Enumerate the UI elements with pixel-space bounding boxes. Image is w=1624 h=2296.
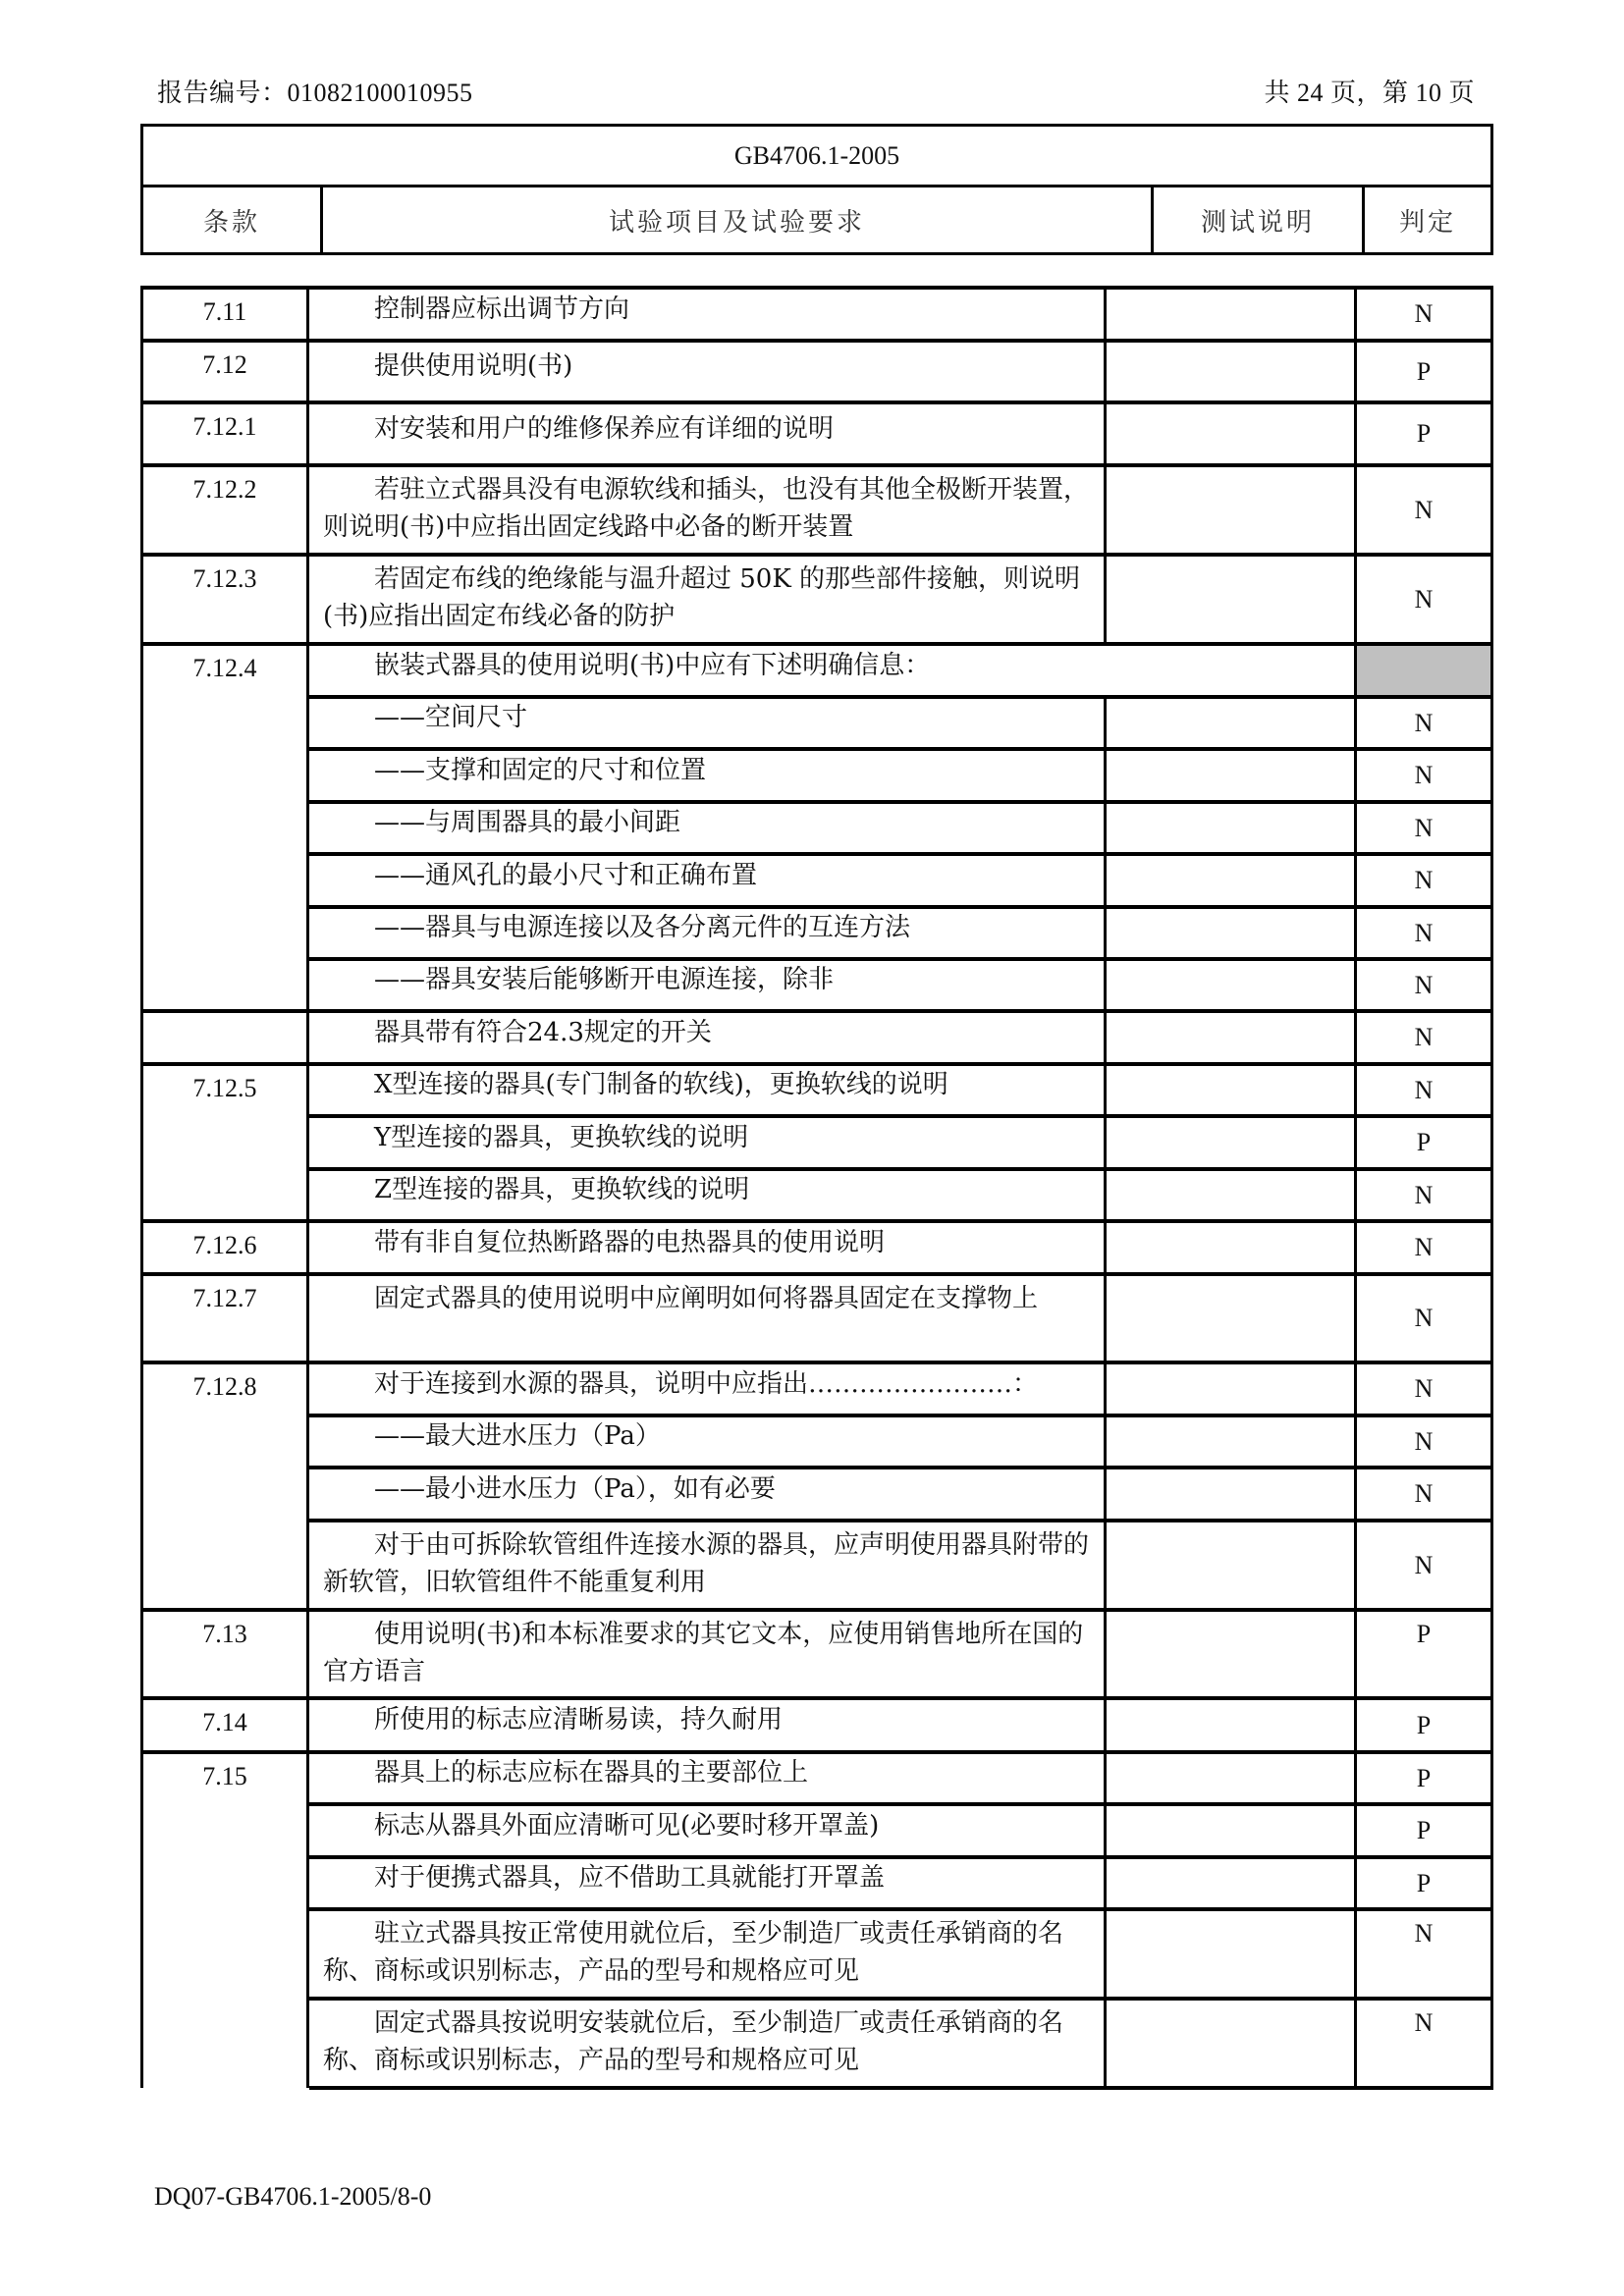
clause-cell: 7.11 — [140, 288, 309, 341]
row-divider — [140, 1696, 1493, 1700]
row-divider — [309, 852, 1493, 856]
test-note-cell — [1107, 288, 1357, 341]
clause-cell — [140, 1999, 309, 2088]
row-divider — [309, 1466, 1493, 1469]
row-divider — [309, 1519, 1493, 1522]
clause-cell: 7.12.1 — [140, 402, 309, 465]
test-note-cell — [1107, 1064, 1357, 1116]
table-row — [140, 1011, 1493, 1064]
test-note-cell — [1107, 465, 1357, 555]
item-cell: Z型连接的器具，更换软线的说明 — [309, 1169, 1107, 1221]
row-divider — [309, 905, 1493, 909]
test-note-cell — [1107, 854, 1357, 907]
item-cell: 对于连接到水源的器具，说明中应指出……………………： — [309, 1362, 1107, 1415]
row-divider — [140, 400, 1493, 404]
verdict-cell: P — [1357, 1857, 1493, 1909]
test-note-cell — [1107, 1221, 1357, 1274]
test-note-cell — [1107, 1804, 1357, 1857]
clause-cell — [140, 1857, 309, 1909]
test-note-cell — [1107, 1362, 1357, 1415]
item-cell: 所使用的标志应清晰易读，持久耐用 — [309, 1698, 1107, 1752]
row-divider — [309, 800, 1493, 804]
verdict-cell: N — [1357, 1011, 1493, 1064]
table-row — [140, 1415, 1493, 1468]
clause-cell — [140, 854, 309, 907]
test-note-cell — [1107, 555, 1357, 644]
verdict-cell: N — [1357, 802, 1493, 854]
item-cell: ——支撑和固定的尺寸和位置 — [309, 749, 1107, 802]
table-row — [140, 1064, 1493, 1116]
table-row — [140, 802, 1493, 854]
item-cell: Y型连接的器具，更换软线的说明 — [309, 1116, 1107, 1169]
table-row — [140, 1362, 1493, 1415]
table-row — [140, 1752, 1493, 1804]
verdict-cell: N — [1357, 1221, 1493, 1274]
test-note-cell — [1107, 1752, 1357, 1804]
verdict-cell: N — [1357, 1169, 1493, 1221]
row-divider — [140, 553, 1493, 557]
clause-cell: 7.12.4 — [140, 644, 309, 697]
row-divider — [309, 1855, 1493, 1859]
row-divider — [140, 1750, 1493, 1754]
item-cell: X型连接的器具(专门制备的软线)，更换软线的说明 — [309, 1064, 1107, 1116]
clause-cell — [140, 907, 309, 959]
clause-cell — [140, 959, 309, 1011]
verdict-cell: P — [1357, 1116, 1493, 1169]
item-cell: 固定式器具按说明安装就位后，至少制造厂或责任承销商的名称、商标或识别标志，产品的型号和规格应可见 — [309, 1999, 1107, 2088]
row-divider — [309, 747, 1493, 751]
verdict-cell: P — [1357, 1804, 1493, 1857]
verdict-cell: N — [1357, 697, 1493, 749]
clause-cell: 7.15 — [140, 1752, 309, 1804]
row-divider — [309, 957, 1493, 961]
table-row — [140, 749, 1493, 802]
row-divider — [309, 1802, 1493, 1806]
item-cell: 固定式器具的使用说明中应阐明如何将器具固定在支撑物上 — [309, 1274, 1107, 1362]
standard-header-table — [140, 124, 1493, 255]
row-divider — [309, 1907, 1493, 1911]
test-note-cell — [1107, 1698, 1357, 1752]
item-cell: ——器具与电源连接以及各分离元件的互连方法 — [309, 907, 1107, 959]
document-code: DQ07-GB4706.1-2005/8-0 — [154, 2182, 432, 2211]
clause-cell — [140, 1909, 309, 1999]
clause-cell: 7.12.8 — [140, 1362, 309, 1415]
item-cell: 对安装和用户的维修保养应有详细的说明 — [309, 402, 1107, 465]
row-divider — [140, 463, 1493, 467]
verdict-cell: N — [1357, 1999, 1493, 2088]
table-row — [140, 1169, 1493, 1221]
table-row — [140, 1804, 1493, 1857]
row-divider — [140, 1272, 1493, 1276]
table-row — [140, 1468, 1493, 1521]
clause-cell — [140, 1521, 309, 1610]
test-note-cell — [1107, 802, 1357, 854]
clause-cell: 7.12 — [140, 341, 309, 402]
clause-cell — [140, 1468, 309, 1521]
row-divider — [140, 1219, 1493, 1223]
verdict-cell: P — [1357, 1698, 1493, 1752]
clause-cell — [140, 802, 309, 854]
verdict-cell: N — [1357, 1362, 1493, 1415]
table-row — [140, 1610, 1493, 1698]
test-note-cell — [1107, 1169, 1357, 1221]
table-row — [140, 555, 1493, 644]
table-row — [140, 1221, 1493, 1274]
page-info: 共 24 页，第 10 页 — [1264, 79, 1475, 107]
test-note-cell — [1107, 1610, 1357, 1698]
item-cell: ——器具安装后能够断开电源连接，除非 — [309, 959, 1107, 1011]
clause-cell: 7.12.5 — [140, 1064, 309, 1116]
verdict-cell: N — [1357, 288, 1493, 341]
test-note-cell — [1107, 697, 1357, 749]
standard-title: GB4706.1-2005 — [143, 127, 1490, 187]
item-cell: 驻立式器具按正常使用就位后，至少制造厂或责任承销商的名称、商标或识别标志，产品的型号和规格应可见 — [309, 1909, 1107, 1999]
row-divider — [140, 286, 1493, 290]
verdict-cell: N — [1357, 465, 1493, 555]
verdict-cell: P — [1357, 1752, 1493, 1804]
row-divider — [309, 1414, 1493, 1417]
verdict-cell: N — [1357, 555, 1493, 644]
table-row — [140, 644, 1493, 697]
row-divider — [140, 1608, 1493, 1612]
verdict-cell: N — [1357, 1274, 1493, 1362]
row-divider — [309, 1997, 1493, 2001]
table-row — [140, 1999, 1493, 2088]
column-header-verdict: 判定 — [1362, 187, 1490, 252]
row-divider — [309, 1114, 1493, 1118]
test-note-cell — [1107, 907, 1357, 959]
item-cell: ——最大进水压力（Pa） — [309, 1415, 1107, 1468]
verdict-cell-shaded — [1357, 644, 1493, 697]
item-cell: 控制器应标出调节方向 — [309, 288, 1107, 341]
clause-cell — [140, 749, 309, 802]
clause-cell: 7.12.6 — [140, 1221, 309, 1274]
verdict-cell: N — [1357, 854, 1493, 907]
clause-cell — [140, 1169, 309, 1221]
item-cell: 器具带有符合24.3规定的开关 — [309, 1011, 1107, 1064]
item-cell: ——最小进水压力（Pa），如有必要 — [309, 1468, 1107, 1521]
clause-cell — [140, 697, 309, 749]
table-row — [140, 402, 1493, 465]
table-row — [140, 1698, 1493, 1752]
item-cell: ——空间尺寸 — [309, 697, 1107, 749]
test-note-cell — [1107, 1521, 1357, 1610]
table-row — [140, 907, 1493, 959]
column-header-row — [143, 187, 1490, 252]
table-bottom-line — [309, 2086, 1493, 2090]
verdict-cell: N — [1357, 959, 1493, 1011]
clause-cell: 7.14 — [140, 1698, 309, 1752]
clause-cell — [140, 1804, 309, 1857]
item-cell: 提供使用说明(书) — [309, 341, 1107, 402]
verdict-cell: P — [1357, 402, 1493, 465]
column-header-clause: 条款 — [202, 207, 260, 238]
table-row — [140, 959, 1493, 1011]
clause-cell: 7.12.7 — [140, 1274, 309, 1362]
test-note-cell — [1107, 1999, 1357, 2088]
clause-cell: 7.12.3 — [140, 555, 309, 644]
row-divider — [309, 695, 1493, 699]
test-note-cell — [1107, 1468, 1357, 1521]
item-cell: 器具上的标志应标在器具的主要部位上 — [309, 1752, 1107, 1804]
verdict-cell: N — [1357, 749, 1493, 802]
report-number: 报告编号：01082100010955 — [157, 79, 473, 107]
row-divider — [140, 1361, 1493, 1364]
test-note-cell — [1107, 1415, 1357, 1468]
table-row — [140, 288, 1493, 341]
test-note-cell — [1107, 1116, 1357, 1169]
verdict-cell: P — [1357, 341, 1493, 402]
item-cell: 使用说明(书)和本标准要求的其它文本，应使用销售地所在国的官方语言 — [309, 1610, 1107, 1698]
test-note-cell — [1107, 341, 1357, 402]
verdict-cell: N — [1357, 1521, 1493, 1610]
test-note-cell — [1107, 1011, 1357, 1064]
row-divider — [309, 1167, 1493, 1171]
table-row — [140, 1274, 1493, 1362]
test-note-cell — [1107, 749, 1357, 802]
table-row — [140, 1909, 1493, 1999]
verdict-cell: N — [1357, 1909, 1493, 1999]
item-cell: 若驻立式器具没有电源软线和插头，也没有其他全极断开装置，则说明(书)中应指出固定线路中必备的断开装置 — [309, 465, 1107, 555]
row-divider — [140, 1009, 1493, 1013]
item-cell: 带有非自复位热断路器的电热器具的使用说明 — [309, 1221, 1107, 1274]
table-row — [140, 697, 1493, 749]
item-cell: 对于由可拆除软管组件连接水源的器具，应声明使用器具附带的新软管，旧软管组件不能重复利用 — [309, 1521, 1107, 1610]
verdict-cell: N — [1357, 1415, 1493, 1468]
item-cell: ——与周围器具的最小间距 — [309, 802, 1107, 854]
table-row — [140, 1116, 1493, 1169]
item-cell: 对于便携式器具，应不借助工具就能打开罩盖 — [309, 1857, 1107, 1909]
row-divider — [140, 642, 1493, 646]
table-row — [140, 1857, 1493, 1909]
clause-cell — [140, 1011, 309, 1064]
test-note-cell — [1107, 1909, 1357, 1999]
test-note-cell — [1107, 1857, 1357, 1909]
table-row — [140, 854, 1493, 907]
clause-cell: 7.12.2 — [140, 465, 309, 555]
row-divider — [140, 1062, 1493, 1066]
row-divider — [140, 339, 1493, 343]
test-note-cell — [1107, 402, 1357, 465]
table-row — [140, 1521, 1493, 1610]
clause-cell: 7.13 — [140, 1610, 309, 1698]
verdict-cell: N — [1357, 907, 1493, 959]
item-cell: 嵌装式器具的使用说明(书)中应有下述明确信息： — [309, 644, 1357, 697]
table-row — [140, 465, 1493, 555]
verdict-cell: P — [1357, 1610, 1493, 1698]
verdict-cell: N — [1357, 1064, 1493, 1116]
test-note-cell — [1107, 1274, 1357, 1362]
column-header-item: 试验项目及试验要求 — [320, 187, 1151, 252]
item-cell: 若固定布线的绝缘能与温升超过 50K 的那些部件接触，则说明(书)应指出固定布线必备的防护 — [309, 555, 1107, 644]
clause-cell — [140, 1415, 309, 1468]
test-note-cell — [1107, 959, 1357, 1011]
clause-cell — [140, 1116, 309, 1169]
item-cell: 标志从器具外面应清晰可见(必要时移开罩盖) — [309, 1804, 1107, 1857]
table-row — [140, 341, 1493, 402]
column-header-note: 测试说明 — [1151, 187, 1362, 252]
verdict-cell: N — [1357, 1468, 1493, 1521]
item-cell: ——通风孔的最小尺寸和正确布置 — [309, 854, 1107, 907]
